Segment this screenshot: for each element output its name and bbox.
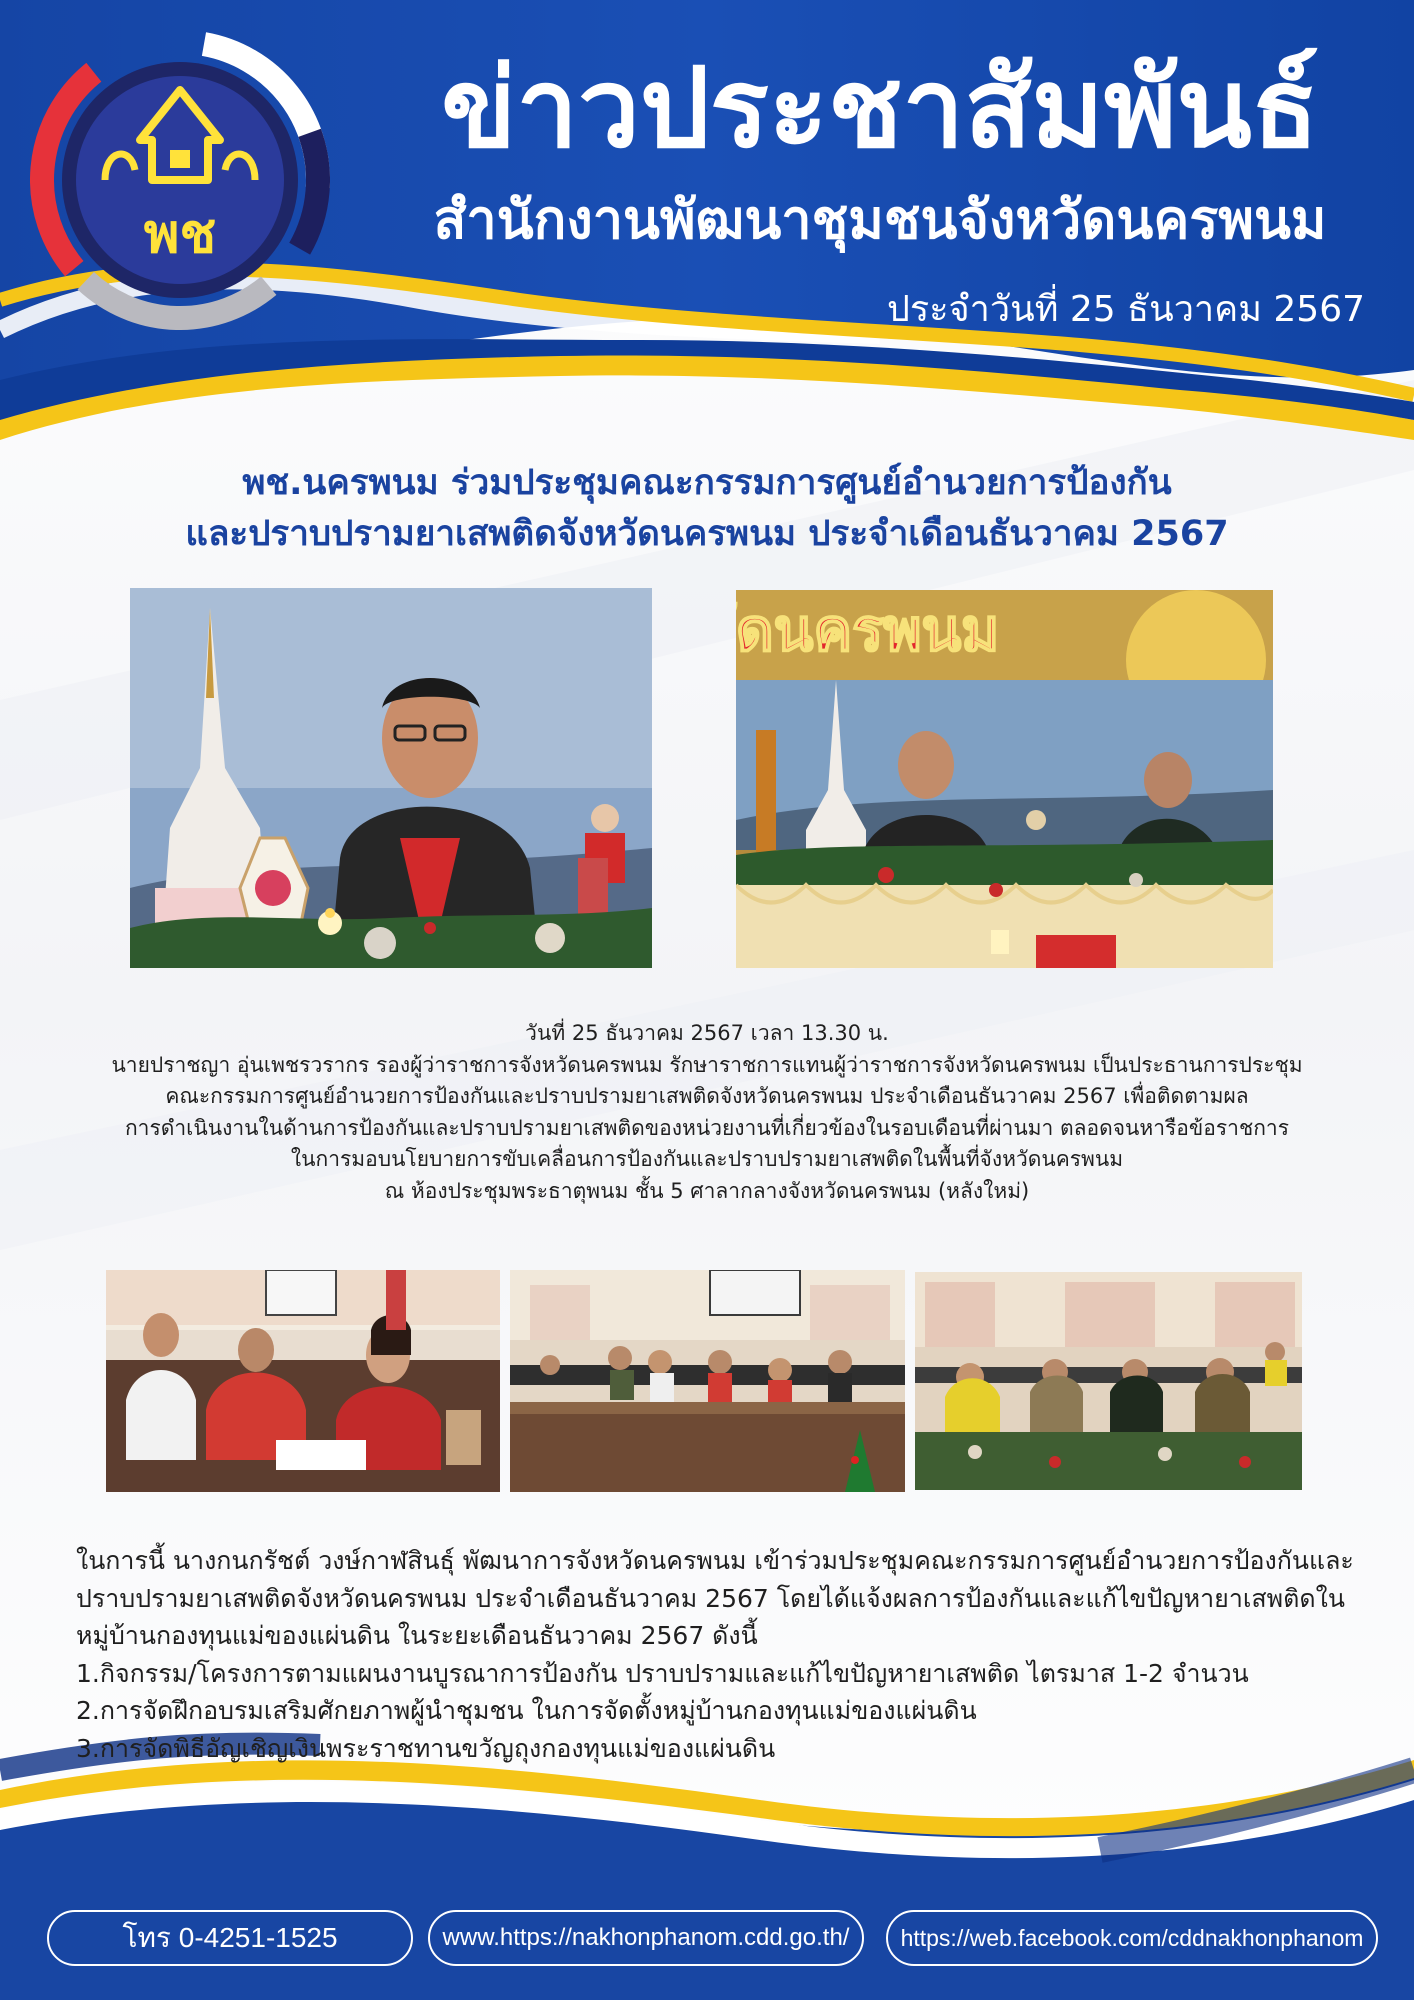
- header-subtitle: สำนักงานพัฒนาชุมชนจังหวัดนครพนม: [433, 188, 1327, 251]
- news-body: [50, 1018, 1364, 1207]
- contact-phone[interactable]: [47, 1910, 413, 1966]
- photo-meeting-room: [510, 1270, 905, 1492]
- photo-chairman: [130, 588, 652, 968]
- contact-website-text: www.https://nakhonphanom.cdd.go.th/: [442, 1924, 850, 1951]
- news-headline: [40, 458, 1374, 560]
- summary-item-1: 1.กิจกรรม/โครงการตามแผนงานบูรณาการป้องกัน ปราบปรามและแก้ไขปัญหายาเสพติด ไตรมาส 1-2 จำนวน: [76, 1658, 1249, 1688]
- contact-website-link[interactable]: [428, 1910, 864, 1966]
- header-date: ประจำวันที่ 25 ธันวาคม 2567: [887, 289, 1365, 330]
- body-line-3: คณะกรรมการศูนย์อำนวยการป้องกันและปราบปรามยาเสพติดจังหวัดนครพนม ประจำเดือนธันวาคม 2567 เพื่อติดตามผล: [165, 1084, 1249, 1108]
- summary-item-2: 2.การจัดฝึกอบรมเสริมศักยภาพผู้นำชุมชน ในการจัดตั้งหมู่บ้านกองทุนแม่ของแผ่นดิน: [76, 1696, 977, 1725]
- photo-officials: [915, 1272, 1302, 1490]
- body-line-5: ในการมอบนโยบายการขับเคลื่อนการป้องกันและปราบปรามยาเสพติดในพื้นที่จังหวัดนครพนม: [290, 1147, 1124, 1171]
- headline-line-2: และปราบปรามยาเสพติดจังหวัดนครพนม ประจำเดือนธันวาคม 2567: [185, 513, 1229, 554]
- summary-section: [76, 1542, 1366, 1767]
- summary-paragraph: ในการนี้ นางกนกรัชต์ วงษ์กาฬสินธุ์ พัฒนาการจังหวัดนครพนม เข้าร่วมประชุมคณะกรรมการศูนย์อำนวยการป้องกันและปราบปรามยาเสพติดจังหวัดนครพนม ประจำเดือนธันวาคม 2567 โดยได้แจ้งผลการป้องกันและแก้ไขปัญหายาเสพติดในหมู่บ้านกองทุนแม่ของแผ่นดิน ในระยะเดือนธันวาคม 2567 ดังนี้: [76, 1546, 1354, 1650]
- summary-item-3: 3.การจัดพิธีอัญเชิญเงินพระราชทานขวัญถุงกองทุนแม่ของแผ่นดิน: [76, 1733, 776, 1763]
- body-line-1: วันที่ 25 ธันวาคม 2567 เวลา 13.30 น.: [525, 1021, 889, 1045]
- body-line-6: ณ ห้องประชุมพระธาตุพนม ชั้น 5 ศาลากลางจังหวัดนครพนม (หลังใหม่): [384, 1178, 1030, 1203]
- cdd-logo: [30, 30, 330, 330]
- photo-attendees-left: [106, 1270, 500, 1492]
- header-title: ข่าวประชาสัมพันธ์: [441, 44, 1319, 172]
- contact-facebook-text: https://web.facebook.com/cddnakhonphanom: [900, 1924, 1364, 1951]
- photo-head-table: [736, 590, 1273, 968]
- contact-facebook-link[interactable]: [886, 1910, 1378, 1966]
- body-line-4: การดำเนินงานในด้านการป้องกันและปราบปรามยาเสพติดของหน่วยงานที่เกี่ยวข้องในรอบเดือนที่ผ่านมา ตลอดจนหารือข้อราชการ: [124, 1115, 1290, 1140]
- banner-text: ัดนครพนม: [736, 596, 1000, 664]
- contact-phone-text: โทร 0-4251-1525: [122, 1922, 338, 1953]
- body-line-2: นายปราชญา อุ่นเพชรวรากร รองผู้ว่าราชการจังหวัดนครพนม รักษาราชการแทนผู้ว่าราชการจังหวัดนครพนม เป็นประธานการประชุม: [111, 1052, 1303, 1077]
- logo-text: พช: [143, 202, 217, 265]
- headline-line-1: พช.นครพนม ร่วมประชุมคณะกรรมการศูนย์อำนวยการป้องกัน: [242, 463, 1172, 503]
